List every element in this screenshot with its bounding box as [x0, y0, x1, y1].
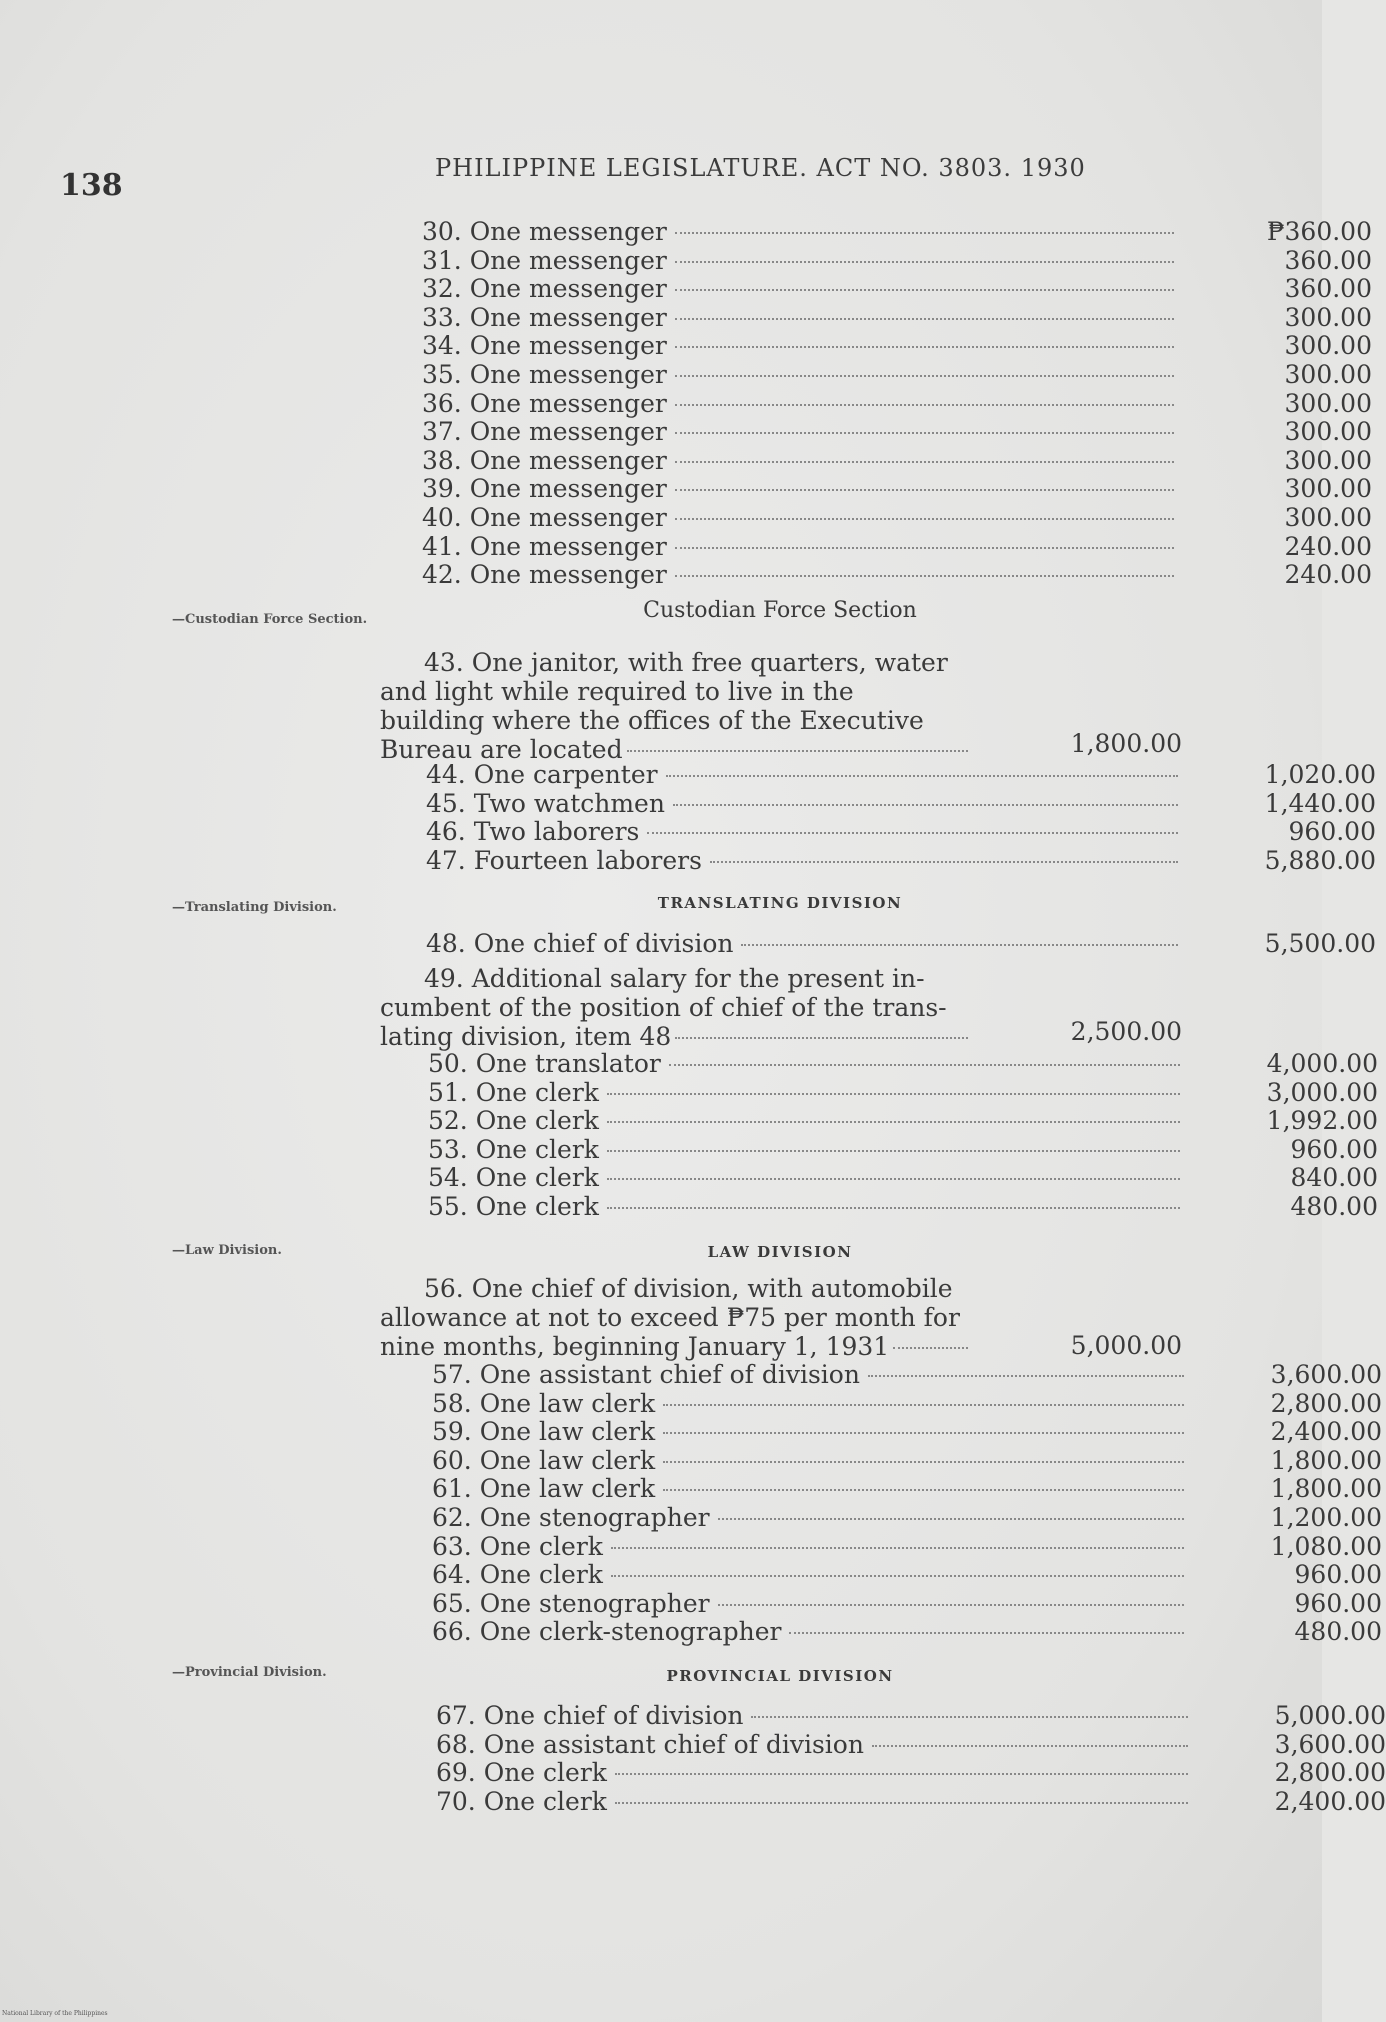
line-item-label: 31. One messenger — [422, 245, 667, 275]
section-heading-custodian: Custodian Force Section — [643, 598, 917, 623]
line-item-label: 44. One carpenter — [426, 760, 658, 789]
line-item-amount: 240.00 — [1284, 531, 1372, 561]
line-item-label: 61. One law clerk — [432, 1474, 656, 1504]
line-item-label: 62. One stenographer — [432, 1503, 710, 1532]
line-item-label: 66. One clerk-stenographer — [432, 1617, 782, 1647]
line-item — [428, 1164, 1378, 1192]
dot-leader — [675, 1037, 968, 1039]
line-item-label: 55. One clerk — [428, 1192, 599, 1221]
line-item-amount: 360.00 — [1284, 245, 1372, 275]
line-item — [428, 1079, 1378, 1107]
footer-tag: National Library of the Philippines — [2, 2010, 108, 2017]
line-item-amount: 960.00 — [1294, 1560, 1382, 1590]
dot-leader — [669, 1064, 1180, 1066]
line-item-amount: 1,080.00 — [1270, 1531, 1382, 1561]
line-item-amount: 240.00 — [1284, 560, 1372, 590]
dot-leader — [611, 1575, 1184, 1577]
line-item-label: 36. One messenger — [422, 388, 667, 418]
line-item — [428, 1193, 1378, 1221]
line-item — [422, 418, 1372, 446]
dot-leader — [663, 1432, 1184, 1434]
line-item-amount: 3,600.00 — [1270, 1360, 1382, 1389]
dot-leader — [751, 1716, 1188, 1718]
line-item — [422, 275, 1372, 303]
line-item — [422, 390, 1372, 418]
dot-leader — [675, 404, 1174, 406]
dot-leader — [675, 318, 1174, 320]
line-item-label: 39. One messenger — [422, 474, 667, 504]
line-item-amount: 2,800.00 — [1274, 1758, 1386, 1788]
line-item — [432, 1390, 1382, 1418]
dot-leader — [675, 375, 1174, 377]
dot-leader — [607, 1178, 1180, 1180]
line-item — [436, 1788, 1386, 1816]
line-item-amount: 300.00 — [1284, 360, 1372, 389]
line-item-amount: 5,500.00 — [1264, 929, 1376, 958]
para-line: 43. One janitor, with free quarters, water — [424, 648, 948, 677]
line-item — [432, 1561, 1382, 1589]
dot-leader — [647, 832, 1178, 834]
line-item-label: 47. Fourteen laborers — [426, 845, 702, 875]
amount-56: 5,000.00 — [1070, 1331, 1182, 1360]
dot-leader — [675, 547, 1174, 549]
line-item-amount: 960.00 — [1290, 1134, 1378, 1164]
para-line: and light while required to live in the — [380, 677, 854, 706]
dot-leader — [607, 1207, 1180, 1209]
line-item-label: 41. One messenger — [422, 531, 667, 561]
line-item-amount: 480.00 — [1294, 1617, 1382, 1647]
line-item-amount: 5,880.00 — [1264, 845, 1376, 875]
line-item — [426, 818, 1376, 846]
para-last-line: lating division, item 48 — [380, 1022, 672, 1051]
line-item-label: 40. One messenger — [422, 503, 667, 532]
line-item-amount: 300.00 — [1284, 503, 1372, 532]
line-item-amount: 1,020.00 — [1264, 760, 1376, 789]
margin-note-provincial: —Provincial Division. — [172, 1665, 327, 1680]
line-item — [428, 1050, 1378, 1078]
section-heading-provincial: PROVINCIAL DIVISION — [666, 1667, 894, 1685]
line-item-label: 37. One messenger — [422, 417, 667, 447]
line-item-label: 60. One law clerk — [432, 1445, 656, 1475]
line-item-amount: 1,800.00 — [1270, 1474, 1382, 1504]
para-line: 56. One chief of division, with automobile — [424, 1274, 953, 1303]
line-item — [426, 930, 1376, 958]
dot-leader — [872, 1745, 1188, 1747]
dot-leader — [611, 1547, 1184, 1549]
section-heading-law: LAW DIVISION — [707, 1243, 853, 1261]
line-item-amount: 960.00 — [1288, 817, 1376, 846]
dot-leader — [663, 1489, 1184, 1491]
line-item-label: 52. One clerk — [428, 1106, 599, 1136]
line-item-amount: 3,600.00 — [1274, 1729, 1386, 1759]
line-item-label: 35. One messenger — [422, 360, 667, 389]
dot-leader — [663, 1404, 1184, 1406]
line-item — [432, 1533, 1382, 1561]
line-item — [432, 1361, 1382, 1389]
para-last-line: nine months, beginning January 1, 1931 — [380, 1332, 890, 1361]
line-item-amount: 300.00 — [1284, 302, 1372, 332]
line-item-label: 42. One messenger — [422, 560, 667, 590]
line-item — [422, 247, 1372, 275]
line-item-label: 50. One translator — [428, 1049, 661, 1078]
running-head: PHILIPPINE LEGISLATURE. ACT NO. 3803. 1930 — [435, 154, 1086, 182]
dot-leader — [675, 461, 1174, 463]
line-item-label: 53. One clerk — [428, 1134, 599, 1164]
dot-leader — [663, 1461, 1184, 1463]
line-item — [422, 447, 1372, 475]
line-item-label: 51. One clerk — [428, 1077, 599, 1107]
line-item-label: 63. One clerk — [432, 1531, 603, 1561]
line-item-label: 33. One messenger — [422, 302, 667, 332]
line-item — [432, 1618, 1382, 1646]
page-number: 138 — [60, 168, 123, 203]
line-item — [436, 1759, 1386, 1787]
line-item — [432, 1590, 1382, 1618]
line-item-amount: 5,000.00 — [1274, 1701, 1386, 1730]
dot-leader — [675, 261, 1174, 263]
para-line: cumbent of the position of chief of the trans- — [380, 993, 947, 1022]
line-item — [422, 218, 1372, 246]
para-line: building where the offices of the Executive — [380, 706, 924, 735]
dot-leader — [893, 1347, 968, 1349]
dot-leader — [675, 232, 1174, 234]
line-item-amount: 300.00 — [1284, 445, 1372, 475]
dot-leader — [718, 1518, 1184, 1520]
line-item — [426, 790, 1376, 818]
paragraph-item-56 — [380, 1274, 972, 1361]
dot-leader — [675, 575, 1174, 577]
dot-leader — [710, 861, 1178, 863]
line-item-amount: 300.00 — [1284, 331, 1372, 361]
line-item-amount: 2,400.00 — [1274, 1786, 1386, 1816]
line-item-amount: 480.00 — [1290, 1192, 1378, 1221]
line-item-label: 54. One clerk — [428, 1163, 599, 1193]
dot-leader — [675, 432, 1174, 434]
line-item-label: 38. One messenger — [422, 445, 667, 475]
line-item-label: 58. One law clerk — [432, 1388, 656, 1418]
line-item-label: 59. One law clerk — [432, 1417, 656, 1447]
line-item — [432, 1447, 1382, 1475]
line-item — [426, 761, 1376, 789]
para-line: allowance at not to exceed ₱75 per month for — [380, 1303, 960, 1332]
line-item-amount: 960.00 — [1294, 1588, 1382, 1618]
line-item-amount: 360.00 — [1284, 274, 1372, 304]
line-item-label: 32. One messenger — [422, 274, 667, 304]
dot-leader — [718, 1604, 1184, 1606]
line-item-label: 46. Two laborers — [426, 817, 640, 846]
line-item — [428, 1136, 1378, 1164]
line-item-amount: 300.00 — [1284, 388, 1372, 418]
line-item-amount: 4,000.00 — [1266, 1049, 1378, 1078]
line-item-label: 65. One stenographer — [432, 1588, 710, 1618]
dot-leader — [741, 944, 1178, 946]
line-item-label: 30. One messenger — [422, 217, 667, 246]
dot-leader — [675, 289, 1174, 291]
line-item — [422, 561, 1372, 589]
dot-leader — [789, 1632, 1184, 1634]
dot-leader — [868, 1375, 1184, 1377]
line-item-label: 48. One chief of division — [426, 929, 734, 958]
section-heading-translating: TRANSLATING DIVISION — [657, 894, 903, 912]
line-item-label: 67. One chief of division — [436, 1701, 744, 1730]
dot-leader — [607, 1121, 1180, 1123]
line-item-label: 57. One assistant chief of division — [432, 1360, 860, 1389]
dot-leader — [615, 1773, 1188, 1775]
line-item-amount: 840.00 — [1290, 1163, 1378, 1193]
dot-leader — [615, 1802, 1188, 1804]
line-item-label: 64. One clerk — [432, 1560, 603, 1590]
line-item-amount: 1,800.00 — [1270, 1445, 1382, 1475]
dot-leader — [673, 804, 1178, 806]
para-last-line: Bureau are located — [380, 735, 623, 764]
line-item-amount: ₱360.00 — [1266, 217, 1372, 246]
line-item-amount: 1,992.00 — [1266, 1106, 1378, 1136]
line-item-amount: 3,000.00 — [1266, 1077, 1378, 1107]
line-item — [436, 1731, 1386, 1759]
line-item — [432, 1418, 1382, 1446]
dot-leader — [675, 489, 1174, 491]
line-item-label: 34. One messenger — [422, 331, 667, 361]
line-item-amount: 1,440.00 — [1264, 788, 1376, 818]
para-line: 49. Additional salary for the present in- — [424, 964, 925, 993]
margin-note-translating: —Translating Division. — [172, 900, 337, 915]
line-item — [432, 1475, 1382, 1503]
line-item — [422, 361, 1372, 389]
line-item-label: 69. One clerk — [436, 1758, 607, 1788]
line-item-label: 68. One assistant chief of division — [436, 1729, 864, 1759]
dot-leader — [666, 775, 1178, 777]
dot-leader — [607, 1093, 1180, 1095]
line-item — [422, 533, 1372, 561]
dot-leader — [675, 346, 1174, 348]
line-item — [422, 304, 1372, 332]
line-item-amount: 300.00 — [1284, 474, 1372, 504]
amount-43: 1,800.00 — [1070, 729, 1182, 758]
line-item-amount: 2,400.00 — [1270, 1417, 1382, 1447]
line-item-amount: 2,800.00 — [1270, 1388, 1382, 1418]
paragraph-item-43 — [380, 648, 972, 764]
line-item — [428, 1107, 1378, 1135]
line-item — [432, 1504, 1382, 1532]
line-item — [422, 475, 1372, 503]
line-item-label: 70. One clerk — [436, 1786, 607, 1816]
dot-leader — [607, 1150, 1180, 1152]
line-item-label: 45. Two watchmen — [426, 788, 665, 818]
line-item-amount: 1,200.00 — [1270, 1503, 1382, 1532]
line-item-amount: 300.00 — [1284, 417, 1372, 447]
margin-note-law: —Law Division. — [172, 1243, 282, 1258]
line-item — [422, 332, 1372, 360]
dot-leader — [675, 518, 1174, 520]
paragraph-item-49 — [380, 964, 972, 1051]
line-item — [422, 504, 1372, 532]
margin-note-custodian: —Custodian Force Section. — [172, 612, 368, 627]
line-item — [426, 847, 1376, 875]
line-item — [436, 1702, 1386, 1730]
dot-leader — [627, 750, 968, 752]
amount-49: 2,500.00 — [1070, 1017, 1182, 1046]
